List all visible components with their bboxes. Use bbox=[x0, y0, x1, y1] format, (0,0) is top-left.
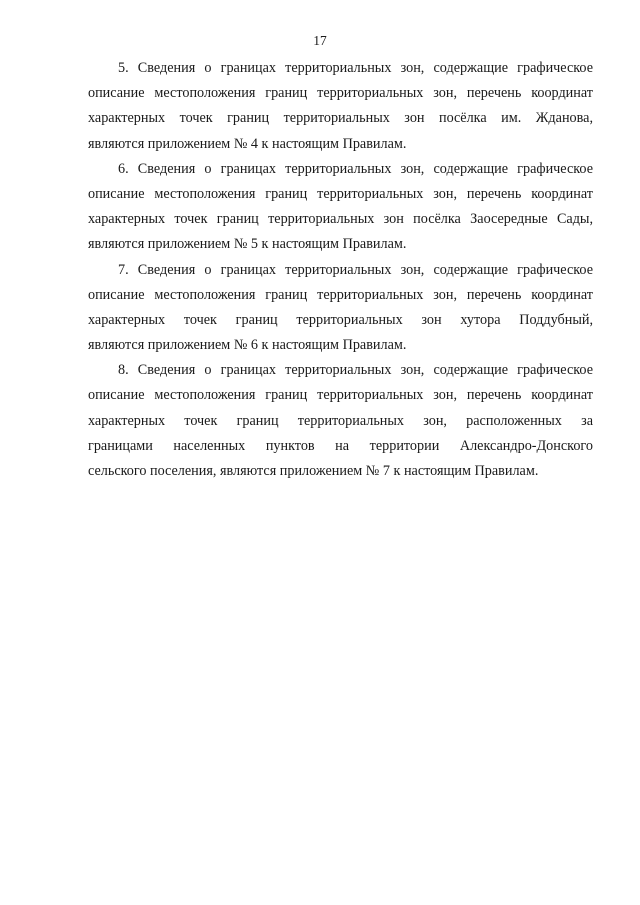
document-body bbox=[88, 56, 593, 484]
paragraph-line: описание местоположения границ территориальных зон, перечень координат bbox=[88, 185, 593, 202]
paragraph-line: являются приложением № 4 к настоящим Правилам. bbox=[88, 135, 407, 152]
paragraph-line: описание местоположения границ территориальных зон, перечень координат bbox=[88, 286, 593, 303]
paragraph-line: характерных точек границ территориальных зон посёлка им. Жданова, bbox=[88, 110, 593, 127]
page-number: 17 bbox=[313, 33, 327, 48]
paragraph-6 bbox=[88, 157, 593, 258]
paragraph-line: описание местоположения границ территориальных зон, перечень координат bbox=[88, 85, 593, 102]
paragraph-line: характерных точек границ территориальных зон, расположенных за bbox=[88, 412, 593, 429]
paragraph-line: границами населенных пунктов на территории Александро-Донского bbox=[88, 437, 593, 454]
paragraph-line: 6. Сведения о границах территориальных зон, содержащие графическое bbox=[118, 160, 593, 177]
paragraph-line: 5. Сведения о границах территориальных зон, содержащие графическое bbox=[118, 60, 593, 76]
paragraph-line: 7. Сведения о границах территориальных зон, содержащие графическое bbox=[118, 261, 593, 278]
paragraph-line: описание местоположения границ территориальных зон, перечень координат bbox=[88, 387, 593, 404]
paragraph-5 bbox=[88, 56, 593, 157]
paragraph-line: сельского поселения, являются приложением № 7 к настоящим Правилам. bbox=[88, 463, 539, 479]
paragraph-line: характерных точек границ территориальных зон посёлка Заосередные Сады, bbox=[88, 211, 593, 228]
paragraph-7 bbox=[88, 258, 593, 359]
paragraph-line: являются приложением № 5 к настоящим Правилам. bbox=[88, 236, 407, 253]
paragraph-line: 8. Сведения о границах территориальных зон, содержащие графическое bbox=[118, 362, 593, 379]
paragraph-line: являются приложением № 6 к настоящим Правилам. bbox=[88, 337, 407, 354]
paragraph-line: характерных точек границ территориальных зон хутора Поддубный, bbox=[88, 311, 593, 328]
paragraph-8 bbox=[88, 358, 593, 484]
